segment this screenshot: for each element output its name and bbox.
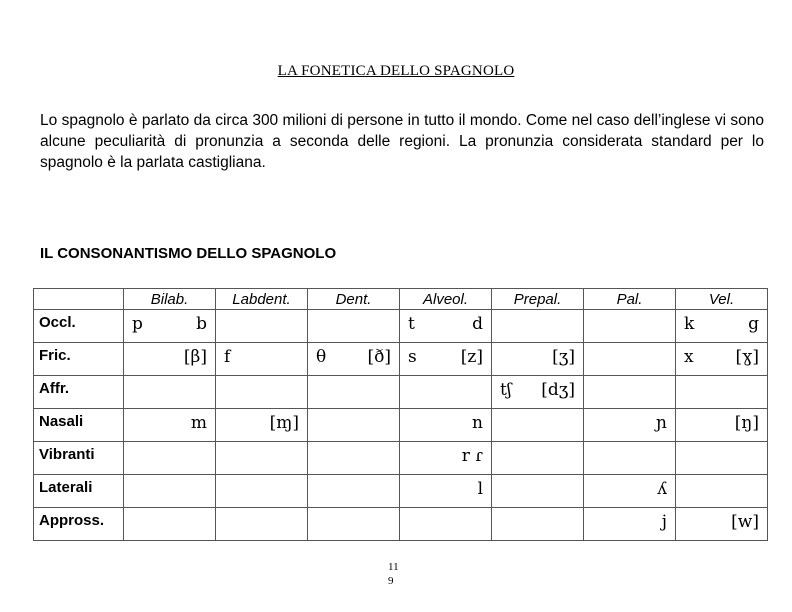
voiced-phoneme: [z] bbox=[460, 347, 483, 367]
row-label: Appross. bbox=[34, 508, 124, 541]
table-cell bbox=[308, 310, 400, 343]
column-header: Alveol. bbox=[400, 289, 492, 310]
table-cell bbox=[400, 409, 492, 442]
table-cell bbox=[492, 442, 584, 475]
table-cell bbox=[400, 310, 492, 343]
voiced-phoneme: [dʒ] bbox=[541, 380, 575, 400]
voiced-phoneme: [ɱ] bbox=[269, 413, 299, 433]
table-cell bbox=[308, 376, 400, 409]
table-cell bbox=[308, 475, 400, 508]
column-header: Vel. bbox=[676, 289, 768, 310]
voiceless-phoneme: θ bbox=[316, 347, 327, 367]
table-cell bbox=[308, 442, 400, 475]
table-cell bbox=[400, 376, 492, 409]
table-row bbox=[34, 508, 768, 541]
table-cell bbox=[308, 409, 400, 442]
table-cell bbox=[216, 343, 308, 376]
table-header-row bbox=[34, 289, 768, 310]
column-header: Labdent. bbox=[216, 289, 308, 310]
voiced-phoneme: n bbox=[472, 413, 483, 433]
table-cell bbox=[492, 508, 584, 541]
table-cell bbox=[492, 475, 584, 508]
voiced-phoneme: [w] bbox=[731, 512, 759, 532]
row-label: Occl. bbox=[34, 310, 124, 343]
table-cell bbox=[676, 409, 768, 442]
table-cell bbox=[124, 508, 216, 541]
table-cell bbox=[124, 310, 216, 343]
table-cell bbox=[216, 508, 308, 541]
table-cell bbox=[400, 475, 492, 508]
table-cell bbox=[216, 409, 308, 442]
row-label: Vibranti bbox=[34, 442, 124, 475]
page-number bbox=[388, 560, 399, 588]
table-cell bbox=[584, 310, 676, 343]
table-cell bbox=[492, 376, 584, 409]
table-cell bbox=[676, 508, 768, 541]
voiced-phoneme: [β] bbox=[183, 347, 207, 367]
voiced-phoneme: l bbox=[477, 479, 483, 499]
table-row bbox=[34, 442, 768, 475]
table-cell bbox=[676, 475, 768, 508]
table-cell bbox=[216, 442, 308, 475]
table-cell bbox=[124, 442, 216, 475]
table-cell bbox=[492, 409, 584, 442]
column-header: Bilab. bbox=[124, 289, 216, 310]
table-cell bbox=[584, 409, 676, 442]
voiced-phoneme: [ʒ] bbox=[552, 347, 575, 367]
voiced-phoneme: m bbox=[190, 413, 207, 433]
voiced-phoneme: ɲ bbox=[656, 413, 667, 433]
table-cell bbox=[308, 343, 400, 376]
section-heading: IL CONSONANTISMO DELLO SPAGNOLO bbox=[40, 245, 337, 262]
row-label: Laterali bbox=[34, 475, 124, 508]
table-row bbox=[34, 343, 768, 376]
voiced-phoneme: b bbox=[196, 314, 207, 334]
table-cell bbox=[400, 442, 492, 475]
table-cell bbox=[492, 343, 584, 376]
table-cell bbox=[584, 475, 676, 508]
voiceless-phoneme: k bbox=[684, 314, 695, 334]
voiceless-phoneme: s bbox=[408, 347, 417, 367]
consonant-table bbox=[33, 288, 768, 541]
row-label: Affr. bbox=[34, 376, 124, 409]
page-number-line: 9 bbox=[388, 575, 394, 587]
table-row bbox=[34, 310, 768, 343]
voiceless-phoneme: f bbox=[224, 347, 231, 367]
table-cell bbox=[308, 508, 400, 541]
row-label: Fric. bbox=[34, 343, 124, 376]
intro-paragraph: Lo spagnolo è parlato da circa 300 milioni di persone in tutto il mondo. Come nel caso dell’inglese vi sono alcune peculiarità di pronunzia a seconda delle regioni. La pronunzia considerata standard per lo spagnolo è la parlata castigliana. bbox=[40, 112, 764, 171]
table-cell bbox=[584, 508, 676, 541]
voiceless-phoneme: t bbox=[408, 314, 415, 334]
table-cell bbox=[492, 310, 584, 343]
row-label: Nasali bbox=[34, 409, 124, 442]
column-header: Pal. bbox=[584, 289, 676, 310]
table-cell bbox=[676, 310, 768, 343]
page-number-line: 11 bbox=[388, 561, 399, 573]
table-cell bbox=[124, 409, 216, 442]
column-header: Dent. bbox=[308, 289, 400, 310]
table-row bbox=[34, 475, 768, 508]
table-cell bbox=[124, 343, 216, 376]
column-header: Prepal. bbox=[492, 289, 584, 310]
table-cell bbox=[676, 442, 768, 475]
table-cell bbox=[584, 376, 676, 409]
voiced-phoneme: g bbox=[748, 314, 759, 334]
voiceless-phoneme: x bbox=[684, 347, 694, 367]
voiced-phoneme: j bbox=[661, 512, 667, 532]
table-cell bbox=[216, 376, 308, 409]
voiced-phoneme: r ɾ bbox=[461, 446, 483, 466]
table-cell bbox=[124, 376, 216, 409]
header-corner-cell bbox=[34, 289, 124, 310]
voiced-phoneme: [ŋ] bbox=[734, 413, 759, 433]
table-cell bbox=[676, 376, 768, 409]
voiceless-phoneme: p bbox=[132, 314, 143, 334]
voiced-phoneme: ʎ bbox=[657, 479, 667, 499]
table-row bbox=[34, 409, 768, 442]
table-cell bbox=[584, 442, 676, 475]
table-cell bbox=[584, 343, 676, 376]
table-cell bbox=[124, 475, 216, 508]
page-title: LA FONETICA DELLO SPAGNOLO bbox=[277, 63, 515, 79]
table-cell bbox=[400, 508, 492, 541]
voiced-phoneme: [ð] bbox=[367, 347, 391, 367]
table-cell bbox=[676, 343, 768, 376]
table-cell bbox=[216, 310, 308, 343]
voiced-phoneme: d bbox=[472, 314, 483, 334]
table-cell bbox=[216, 475, 308, 508]
table-row bbox=[34, 376, 768, 409]
voiceless-phoneme: tʃ bbox=[500, 380, 512, 400]
voiced-phoneme: [ɣ] bbox=[735, 347, 759, 367]
table-cell bbox=[400, 343, 492, 376]
